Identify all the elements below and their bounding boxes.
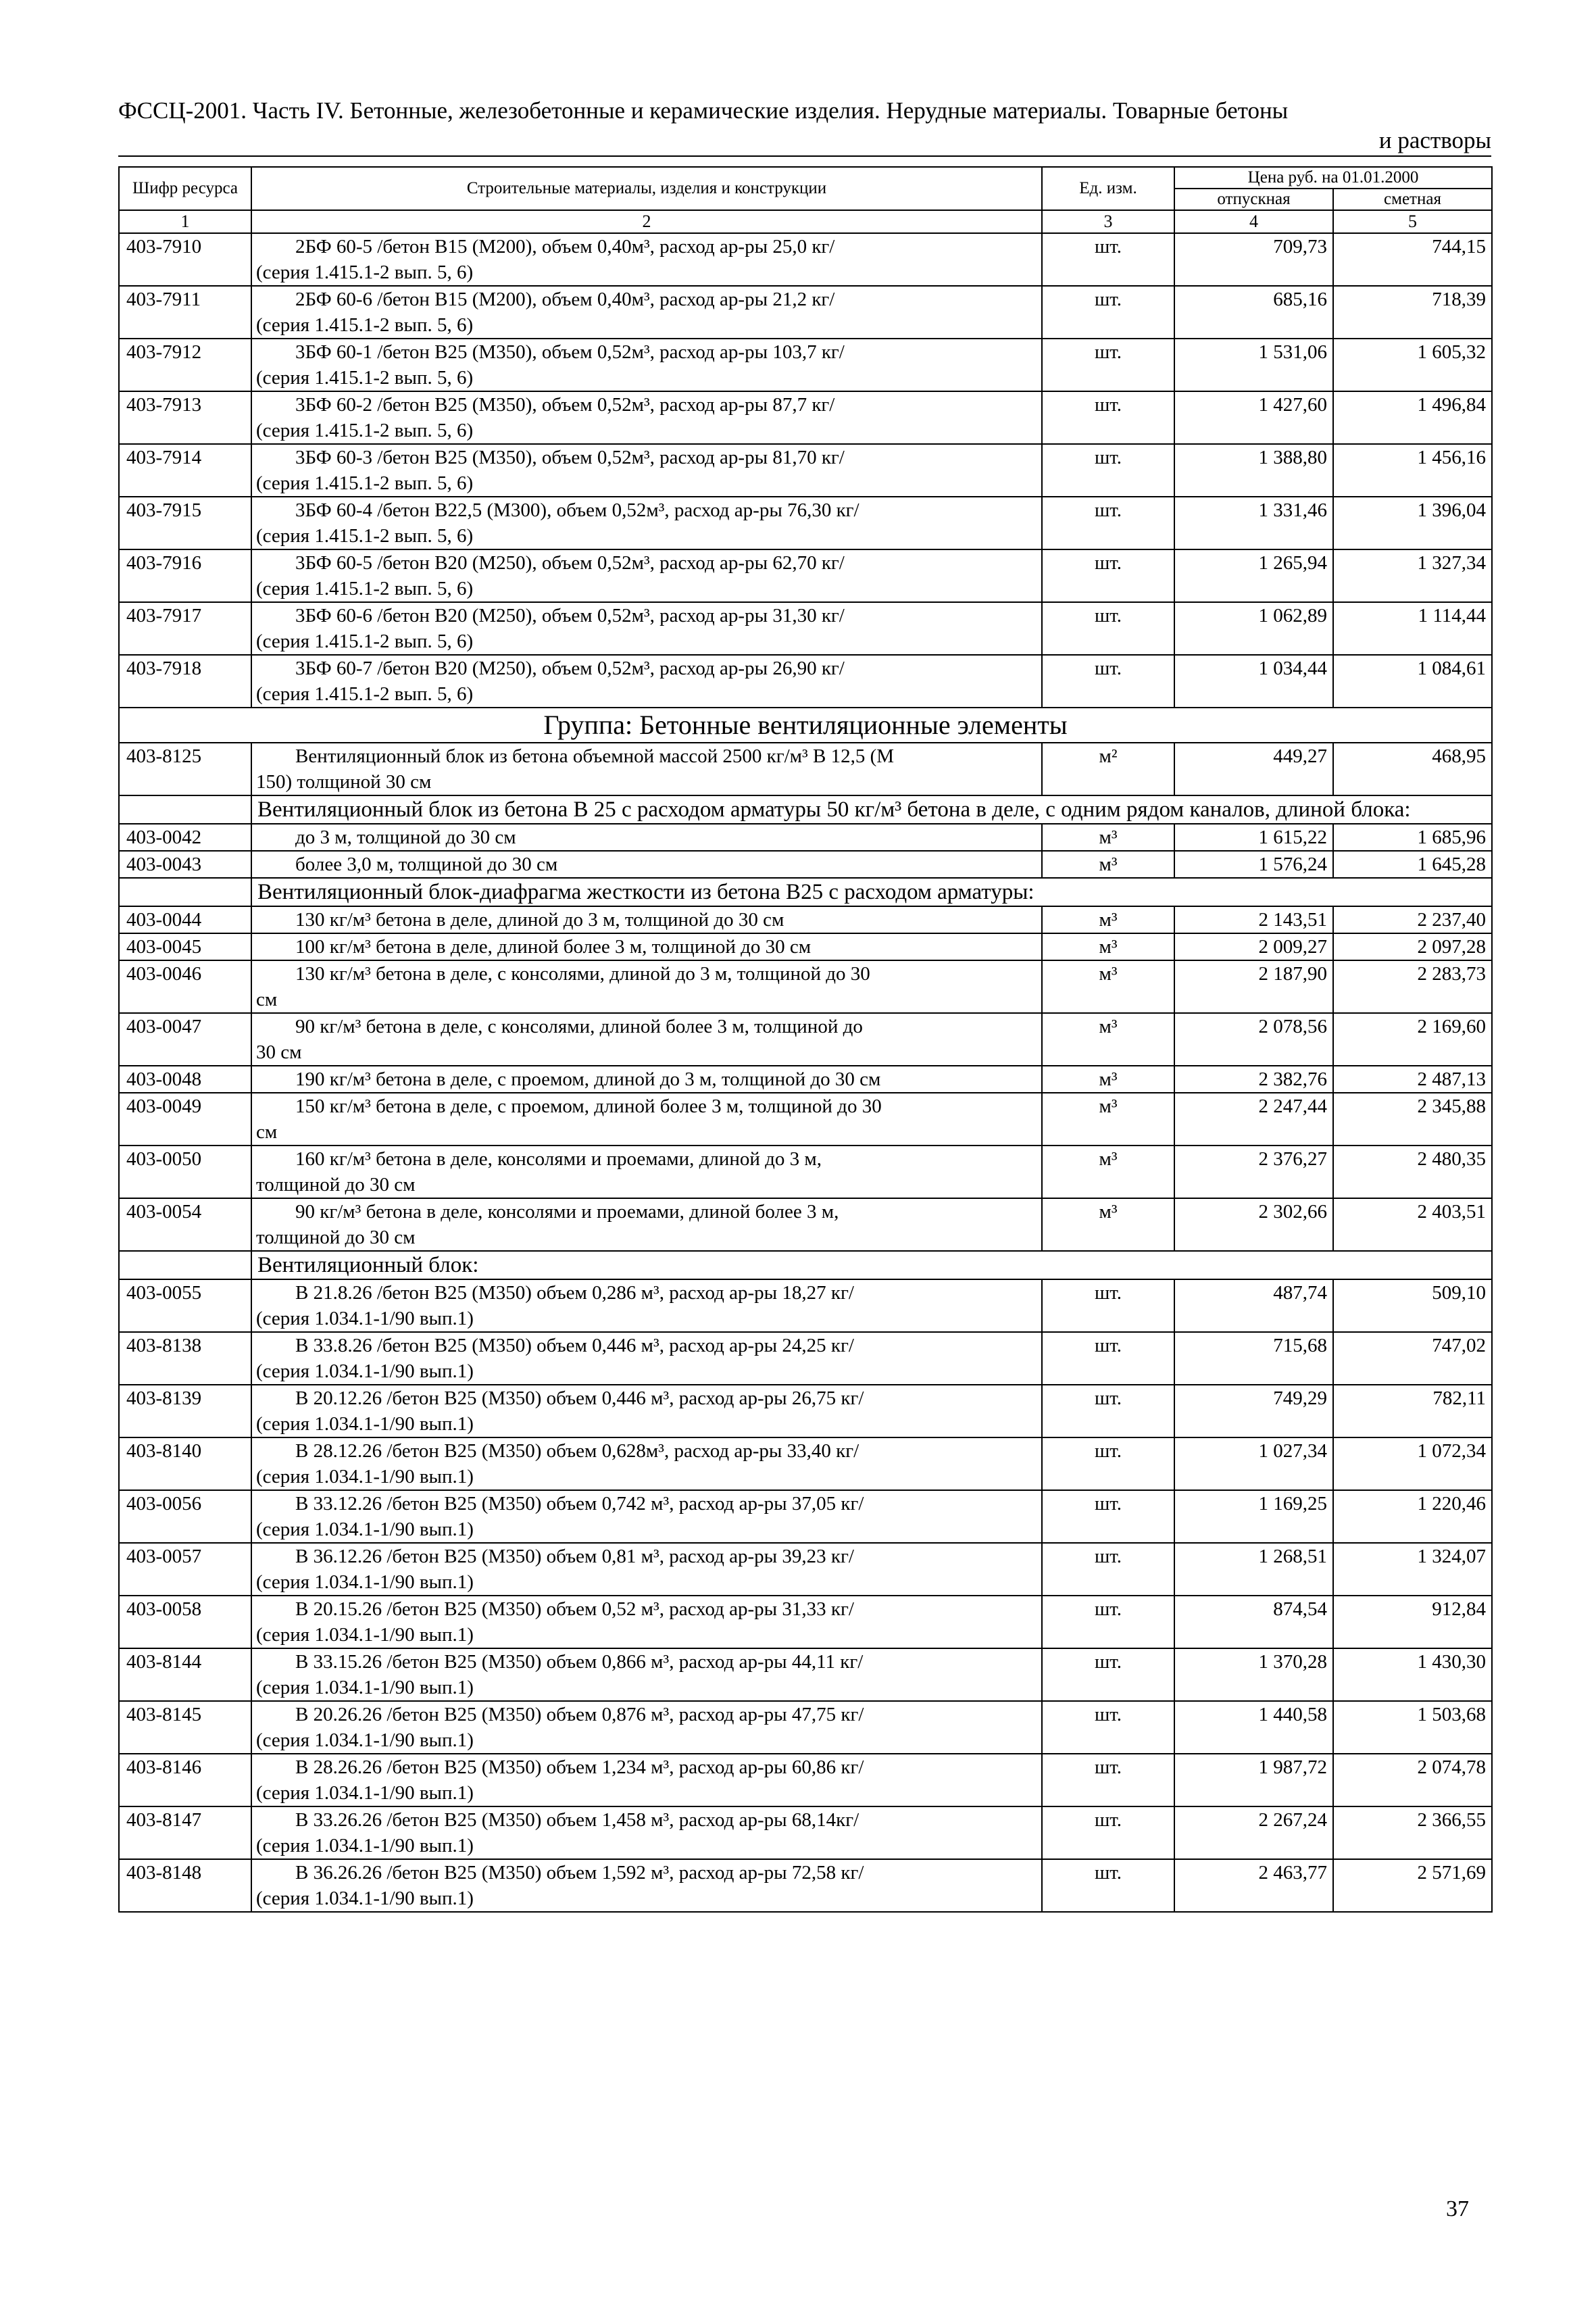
estimate-price: 2 283,73 — [1333, 960, 1492, 1013]
description-continuation: (серия 1.034.1-1/90 вып.1) — [256, 1782, 474, 1804]
item-description — [251, 1066, 1042, 1093]
release-price: 2 247,44 — [1174, 1093, 1333, 1146]
description-line: 3БФ 60-1 /бетон В25 (М350), объем 0,52м³, расход ар-ры 103,7 кг/ — [295, 341, 845, 363]
item-description — [251, 1146, 1042, 1198]
description-continuation: (серия 1.034.1-1/90 вып.1) — [256, 1360, 474, 1382]
description-line: 3БФ 60-6 /бетон В20 (М250), объем 0,52м³, расход ар-ры 31,30 кг/ — [295, 605, 845, 626]
description-line: более 3,0 м, толщиной до 30 см — [295, 854, 558, 875]
resource-code: 403-8147 — [119, 1806, 251, 1859]
estimate-price: 509,10 — [1333, 1279, 1492, 1332]
description-continuation: (серия 1.034.1-1/90 вып.1) — [256, 1835, 474, 1856]
release-price: 1 331,46 — [1174, 497, 1333, 549]
estimate-price: 744,15 — [1333, 233, 1492, 286]
description-continuation: (серия 1.415.1-2 вып. 5, 6) — [256, 578, 474, 599]
table-row — [119, 1701, 1492, 1754]
estimate-price: 2 480,35 — [1333, 1146, 1492, 1198]
estimate-price: 1 430,30 — [1333, 1648, 1492, 1701]
description-line: В 28.12.26 /бетон В25 (М350) объем 0,628м³, расход ар-ры 33,40 кг/ — [295, 1440, 859, 1462]
resource-code: 403-0049 — [119, 1093, 251, 1146]
table-row — [119, 1066, 1492, 1093]
release-price: 1 027,34 — [1174, 1437, 1333, 1490]
description-continuation: (серия 1.034.1-1/90 вып.1) — [256, 1677, 474, 1698]
estimate-price: 2 097,28 — [1333, 933, 1492, 960]
item-description — [251, 1701, 1042, 1754]
resource-code: 403-0056 — [119, 1490, 251, 1543]
unit-of-measure: шт. — [1042, 1332, 1174, 1385]
release-price: 2 009,27 — [1174, 933, 1333, 960]
unit-of-measure: шт. — [1042, 1754, 1174, 1806]
resource-code: 403-8139 — [119, 1385, 251, 1437]
unit-of-measure: шт. — [1042, 1701, 1174, 1754]
table-row — [119, 1385, 1492, 1437]
description-continuation: (серия 1.034.1-1/90 вып.1) — [256, 1308, 474, 1329]
table-row — [119, 1543, 1492, 1596]
release-price: 2 463,77 — [1174, 1859, 1333, 1912]
description-line: 100 кг/м³ бетона в деле, длиной более 3 м, толщиной до 30 см — [295, 936, 812, 958]
unit-of-measure: шт. — [1042, 1596, 1174, 1648]
description-continuation: (серия 1.034.1-1/90 вып.1) — [256, 1413, 474, 1435]
release-price: 749,29 — [1174, 1385, 1333, 1437]
table-row — [119, 824, 1492, 851]
group-row — [119, 708, 1492, 743]
unit-of-measure: шт. — [1042, 1648, 1174, 1701]
description-continuation: толщиной до 30 см — [256, 1227, 416, 1248]
estimate-price: 2 074,78 — [1333, 1754, 1492, 1806]
description-continuation: (серия 1.034.1-1/90 вып.1) — [256, 1571, 474, 1593]
section-row — [119, 878, 1492, 906]
item-description — [251, 1754, 1042, 1806]
estimate-price: 1 327,34 — [1333, 549, 1492, 602]
release-price: 1 169,25 — [1174, 1490, 1333, 1543]
section-heading: Вентиляционный блок: — [251, 1251, 1492, 1279]
description-line: В 20.26.26 /бетон В25 (М350) объем 0,876 м³, расход ар-ры 47,75 кг/ — [295, 1704, 864, 1725]
resource-code: 403-7913 — [119, 391, 251, 444]
resource-code: 403-0045 — [119, 933, 251, 960]
description-line: до 3 м, толщиной до 30 см — [295, 827, 516, 848]
item-description — [251, 1543, 1042, 1596]
estimate-price: 1 456,16 — [1333, 444, 1492, 497]
release-price: 1 427,60 — [1174, 391, 1333, 444]
unit-of-measure: шт. — [1042, 549, 1174, 602]
resource-code: 403-0057 — [119, 1543, 251, 1596]
release-price: 1 265,94 — [1174, 549, 1333, 602]
estimate-price: 1 685,96 — [1333, 824, 1492, 851]
estimate-price: 2 169,60 — [1333, 1013, 1492, 1066]
item-description — [251, 743, 1042, 795]
release-price: 1 388,80 — [1174, 444, 1333, 497]
unit-of-measure: шт. — [1042, 1437, 1174, 1490]
table-row — [119, 1332, 1492, 1385]
estimate-price: 1 220,46 — [1333, 1490, 1492, 1543]
table-row — [119, 497, 1492, 549]
resource-code: 403-8144 — [119, 1648, 251, 1701]
description-line: 3БФ 60-7 /бетон В20 (М250), объем 0,52м³, расход ар-ры 26,90 кг/ — [295, 658, 845, 679]
table-row — [119, 1093, 1492, 1146]
estimate-price: 2 366,55 — [1333, 1806, 1492, 1859]
column-number-row — [119, 210, 1492, 233]
item-description — [251, 1859, 1042, 1912]
resource-code: 403-0043 — [119, 851, 251, 878]
unit-of-measure: шт. — [1042, 391, 1174, 444]
description-line: 3БФ 60-5 /бетон В20 (М250), объем 0,52м³, расход ар-ры 62,70 кг/ — [295, 552, 845, 574]
description-continuation: 30 см — [256, 1041, 302, 1063]
release-price: 874,54 — [1174, 1596, 1333, 1648]
unit-of-measure: шт. — [1042, 1859, 1174, 1912]
estimate-price: 782,11 — [1333, 1385, 1492, 1437]
table-row — [119, 1437, 1492, 1490]
description-line: 90 кг/м³ бетона в деле, консолями и проемами, длиной более 3 м, — [295, 1201, 839, 1223]
description-continuation: (серия 1.034.1-1/90 вып.1) — [256, 1519, 474, 1540]
description-line: 90 кг/м³ бетона в деле, с консолями, длиной более 3 м, толщиной до — [295, 1016, 863, 1037]
section-heading: Вентиляционный блок из бетона В 25 с расходом арматуры 50 кг/м³ бетона в деле, с одним рядом каналов, длиной блока: — [251, 795, 1492, 824]
group-title: Группа: Бетонные вентиляционные элементы — [119, 708, 1492, 743]
item-description — [251, 1332, 1042, 1385]
unit-of-measure: шт. — [1042, 1279, 1174, 1332]
item-description — [251, 339, 1042, 391]
release-price: 449,27 — [1174, 743, 1333, 795]
section-heading: Вентиляционный блок-диафрагма жесткости из бетона В25 с расходом арматуры: — [251, 878, 1492, 906]
table-row — [119, 549, 1492, 602]
release-price: 1 576,24 — [1174, 851, 1333, 878]
description-line: 3БФ 60-3 /бетон В25 (М350), объем 0,52м³, расход ар-ры 81,70 кг/ — [295, 447, 845, 468]
column-number: 2 — [251, 210, 1042, 233]
description-continuation: толщиной до 30 см — [256, 1174, 416, 1196]
release-price: 685,16 — [1174, 286, 1333, 339]
unit-of-measure: шт. — [1042, 655, 1174, 708]
description-continuation: (серия 1.034.1-1/90 вып.1) — [256, 1729, 474, 1751]
page-header — [118, 95, 1491, 157]
item-description — [251, 824, 1042, 851]
item-description — [251, 1093, 1042, 1146]
table-row — [119, 1596, 1492, 1648]
unit-of-measure: м³ — [1042, 824, 1174, 851]
column-header-unit: Ед. изм. — [1042, 167, 1174, 210]
description-continuation: (серия 1.415.1-2 вып. 5, 6) — [256, 314, 474, 336]
table-row — [119, 851, 1492, 878]
table-row — [119, 1198, 1492, 1251]
table-row — [119, 1754, 1492, 1806]
description-continuation: (серия 1.034.1-1/90 вып.1) — [256, 1888, 474, 1909]
resource-code: 403-0054 — [119, 1198, 251, 1251]
section-row — [119, 795, 1492, 824]
item-description — [251, 549, 1042, 602]
item-description — [251, 1385, 1042, 1437]
unit-of-measure: шт. — [1042, 339, 1174, 391]
description-line: 130 кг/м³ бетона в деле, с консолями, длиной до 3 м, толщиной до 30 — [295, 963, 870, 985]
release-price: 2 376,27 — [1174, 1146, 1333, 1198]
section-row — [119, 1251, 1492, 1279]
release-price: 2 302,66 — [1174, 1198, 1333, 1251]
description-line: В 36.26.26 /бетон В25 (М350) объем 1,592 м³, расход ар-ры 72,58 кг/ — [295, 1862, 864, 1884]
table-body — [119, 233, 1492, 1912]
item-description — [251, 1596, 1042, 1648]
unit-of-measure: м³ — [1042, 851, 1174, 878]
table-row — [119, 906, 1492, 933]
release-price: 487,74 — [1174, 1279, 1333, 1332]
description-line: 160 кг/м³ бетона в деле, консолями и проемами, длиной до 3 м, — [295, 1148, 822, 1170]
description-continuation: см — [256, 989, 278, 1010]
unit-of-measure: м³ — [1042, 906, 1174, 933]
table-row — [119, 602, 1492, 655]
description-continuation: (серия 1.034.1-1/90 вып.1) — [256, 1466, 474, 1487]
unit-of-measure: шт. — [1042, 1543, 1174, 1596]
column-number: 5 — [1333, 210, 1492, 233]
resource-code: 403-7912 — [119, 339, 251, 391]
item-description — [251, 1013, 1042, 1066]
table-row — [119, 1806, 1492, 1859]
unit-of-measure: м³ — [1042, 1198, 1174, 1251]
table-row — [119, 655, 1492, 708]
item-description — [251, 851, 1042, 878]
table-row — [119, 339, 1492, 391]
item-description — [251, 1806, 1042, 1859]
resource-code: 403-0058 — [119, 1596, 251, 1648]
description-line: 3БФ 60-2 /бетон В25 (М350), объем 0,52м³, расход ар-ры 87,7 кг/ — [295, 394, 835, 416]
item-description — [251, 497, 1042, 549]
resource-code: 403-7911 — [119, 286, 251, 339]
resource-code: 403-7916 — [119, 549, 251, 602]
resource-code: 403-7915 — [119, 497, 251, 549]
document-title-continuation: и растворы — [118, 127, 1491, 157]
resource-code: 403-8146 — [119, 1754, 251, 1806]
description-line: В 33.15.26 /бетон В25 (М350) объем 0,866 м³, расход ар-ры 44,11 кг/ — [295, 1651, 864, 1673]
estimate-price: 1 605,32 — [1333, 339, 1492, 391]
description-line: В 33.26.26 /бетон В25 (М350) объем 1,458 м³, расход ар-ры 68,14кг/ — [295, 1809, 859, 1831]
unit-of-measure: м³ — [1042, 933, 1174, 960]
unit-of-measure: шт. — [1042, 444, 1174, 497]
table-row — [119, 1859, 1492, 1912]
unit-of-measure: шт. — [1042, 602, 1174, 655]
unit-of-measure: м³ — [1042, 1146, 1174, 1198]
item-description — [251, 1279, 1042, 1332]
table-row — [119, 1490, 1492, 1543]
unit-of-measure: шт. — [1042, 1806, 1174, 1859]
section-code-cell — [119, 878, 251, 906]
release-price: 2 143,51 — [1174, 906, 1333, 933]
description-line: В 21.8.26 /бетон В25 (М350) объем 0,286 м³, расход ар-ры 18,27 кг/ — [295, 1282, 854, 1304]
description-line: 190 кг/м³ бетона в деле, с проемом, длиной до 3 м, толщиной до 30 см — [295, 1068, 881, 1090]
resource-code: 403-0055 — [119, 1279, 251, 1332]
page-number: 37 — [1446, 2196, 1469, 2221]
resource-code: 403-0042 — [119, 824, 251, 851]
item-description — [251, 1648, 1042, 1701]
description-continuation: (серия 1.415.1-2 вып. 5, 6) — [256, 683, 474, 705]
release-price: 1 062,89 — [1174, 602, 1333, 655]
description-continuation: (серия 1.034.1-1/90 вып.1) — [256, 1624, 474, 1646]
price-table — [118, 166, 1493, 1913]
description-line: В 20.15.26 /бетон В25 (М350) объем 0,52 м³, расход ар-ры 31,33 кг/ — [295, 1598, 854, 1620]
unit-of-measure: шт. — [1042, 497, 1174, 549]
resource-code: 403-0048 — [119, 1066, 251, 1093]
table-row — [119, 1648, 1492, 1701]
table-row — [119, 1013, 1492, 1066]
document-title: ФССЦ-2001. Часть IV. Бетонные, железобетонные и керамические изделия. Нерудные материалы. Товарные бетоны — [118, 97, 1289, 124]
column-number: 3 — [1042, 210, 1174, 233]
estimate-price: 2 403,51 — [1333, 1198, 1492, 1251]
unit-of-measure: м² — [1042, 743, 1174, 795]
table-row — [119, 444, 1492, 497]
column-header-release-price: отпускная — [1174, 189, 1333, 210]
estimate-price: 1 072,34 — [1333, 1437, 1492, 1490]
resource-code: 403-8140 — [119, 1437, 251, 1490]
description-continuation: (серия 1.415.1-2 вып. 5, 6) — [256, 420, 474, 441]
description-continuation: 150) толщиной 30 см — [256, 771, 432, 793]
column-header-estimate-price: сметная — [1333, 189, 1492, 210]
item-description — [251, 655, 1042, 708]
table-row — [119, 391, 1492, 444]
table-row — [119, 743, 1492, 795]
table-row — [119, 233, 1492, 286]
item-description — [251, 1490, 1042, 1543]
item-description — [251, 960, 1042, 1013]
release-price: 2 187,90 — [1174, 960, 1333, 1013]
estimate-price: 2 237,40 — [1333, 906, 1492, 933]
unit-of-measure: шт. — [1042, 1385, 1174, 1437]
estimate-price: 1 503,68 — [1333, 1701, 1492, 1754]
release-price: 1 440,58 — [1174, 1701, 1333, 1754]
description-line: 3БФ 60-4 /бетон В22,5 (М300), объем 0,52м³, расход ар-ры 76,30 кг/ — [295, 499, 859, 521]
resource-code: 403-8138 — [119, 1332, 251, 1385]
estimate-price: 747,02 — [1333, 1332, 1492, 1385]
column-header-code: Шифр ресурса — [119, 167, 251, 210]
estimate-price: 2 487,13 — [1333, 1066, 1492, 1093]
release-price: 715,68 — [1174, 1332, 1333, 1385]
table-row — [119, 1279, 1492, 1332]
unit-of-measure: м³ — [1042, 1066, 1174, 1093]
description-line: В 33.8.26 /бетон В25 (М350) объем 0,446 м³, расход ар-ры 24,25 кг/ — [295, 1335, 854, 1356]
release-price: 1 370,28 — [1174, 1648, 1333, 1701]
resource-code: 403-7914 — [119, 444, 251, 497]
release-price: 2 382,76 — [1174, 1066, 1333, 1093]
description-line: 130 кг/м³ бетона в деле, длиной до 3 м, толщиной до 30 см — [295, 909, 784, 931]
column-number: 1 — [119, 210, 251, 233]
item-description — [251, 906, 1042, 933]
unit-of-measure: шт. — [1042, 233, 1174, 286]
description-continuation: (серия 1.415.1-2 вып. 5, 6) — [256, 525, 474, 547]
unit-of-measure: м³ — [1042, 960, 1174, 1013]
estimate-price: 718,39 — [1333, 286, 1492, 339]
estimate-price: 1 645,28 — [1333, 851, 1492, 878]
table-row — [119, 286, 1492, 339]
column-header-name: Строительные материалы, изделия и конструкции — [251, 167, 1042, 210]
resource-code: 403-8145 — [119, 1701, 251, 1754]
resource-code: 403-0047 — [119, 1013, 251, 1066]
estimate-price: 1 324,07 — [1333, 1543, 1492, 1596]
description-continuation: (серия 1.415.1-2 вып. 5, 6) — [256, 631, 474, 652]
description-continuation: (серия 1.415.1-2 вып. 5, 6) — [256, 472, 474, 494]
item-description — [251, 233, 1042, 286]
description-line: В 28.26.26 /бетон В25 (М350) объем 1,234 м³, расход ар-ры 60,86 кг/ — [295, 1756, 864, 1778]
table-row — [119, 960, 1492, 1013]
release-price: 2 267,24 — [1174, 1806, 1333, 1859]
unit-of-measure: шт. — [1042, 1490, 1174, 1543]
description-continuation: см — [256, 1121, 278, 1143]
description-line: В 33.12.26 /бетон В25 (М350) объем 0,742 м³, расход ар-ры 37,05 кг/ — [295, 1493, 864, 1515]
resource-code: 403-7910 — [119, 233, 251, 286]
section-code-cell — [119, 1251, 251, 1279]
section-code-cell — [119, 795, 251, 824]
table-row — [119, 933, 1492, 960]
item-description — [251, 1198, 1042, 1251]
release-price: 1 268,51 — [1174, 1543, 1333, 1596]
item-description — [251, 391, 1042, 444]
resource-code: 403-0050 — [119, 1146, 251, 1198]
description-line: В 36.12.26 /бетон В25 (М350) объем 0,81 м³, расход ар-ры 39,23 кг/ — [295, 1546, 854, 1567]
column-number: 4 — [1174, 210, 1333, 233]
item-description — [251, 286, 1042, 339]
item-description — [251, 602, 1042, 655]
table-header — [119, 167, 1492, 233]
estimate-price: 912,84 — [1333, 1596, 1492, 1648]
release-price: 1 987,72 — [1174, 1754, 1333, 1806]
unit-of-measure: м³ — [1042, 1013, 1174, 1066]
estimate-price: 2 345,88 — [1333, 1093, 1492, 1146]
description-line: 2БФ 60-6 /бетон В15 (М200), объем 0,40м³, расход ар-ры 21,2 кг/ — [295, 289, 835, 310]
resource-code: 403-7918 — [119, 655, 251, 708]
estimate-price: 468,95 — [1333, 743, 1492, 795]
release-price: 1 531,06 — [1174, 339, 1333, 391]
description-line: 2БФ 60-5 /бетон В15 (М200), объем 0,40м³, расход ар-ры 25,0 кг/ — [295, 236, 835, 257]
description-line: Вентиляционный блок из бетона объемной массой 2500 кг/м³ В 12,5 (М — [295, 745, 895, 767]
unit-of-measure: шт. — [1042, 286, 1174, 339]
resource-code: 403-8148 — [119, 1859, 251, 1912]
resource-code: 403-7917 — [119, 602, 251, 655]
description-continuation: (серия 1.415.1-2 вып. 5, 6) — [256, 262, 474, 283]
table-row — [119, 1146, 1492, 1198]
estimate-price: 1 084,61 — [1333, 655, 1492, 708]
unit-of-measure: м³ — [1042, 1093, 1174, 1146]
item-description — [251, 933, 1042, 960]
resource-code: 403-8125 — [119, 743, 251, 795]
item-description — [251, 1437, 1042, 1490]
estimate-price: 1 114,44 — [1333, 602, 1492, 655]
estimate-price: 2 571,69 — [1333, 1859, 1492, 1912]
description-line: 150 кг/м³ бетона в деле, с проемом, длиной более 3 м, толщиной до 30 — [295, 1096, 882, 1117]
resource-code: 403-0046 — [119, 960, 251, 1013]
description-continuation: (серия 1.415.1-2 вып. 5, 6) — [256, 367, 474, 389]
estimate-price: 1 396,04 — [1333, 497, 1492, 549]
description-line: В 20.12.26 /бетон В25 (М350) объем 0,446 м³, расход ар-ры 26,75 кг/ — [295, 1387, 864, 1409]
item-description — [251, 444, 1042, 497]
release-price: 1 034,44 — [1174, 655, 1333, 708]
estimate-price: 1 496,84 — [1333, 391, 1492, 444]
release-price: 709,73 — [1174, 233, 1333, 286]
release-price: 1 615,22 — [1174, 824, 1333, 851]
resource-code: 403-0044 — [119, 906, 251, 933]
release-price: 2 078,56 — [1174, 1013, 1333, 1066]
column-header-price: Цена руб. на 01.01.2000 — [1174, 167, 1492, 189]
